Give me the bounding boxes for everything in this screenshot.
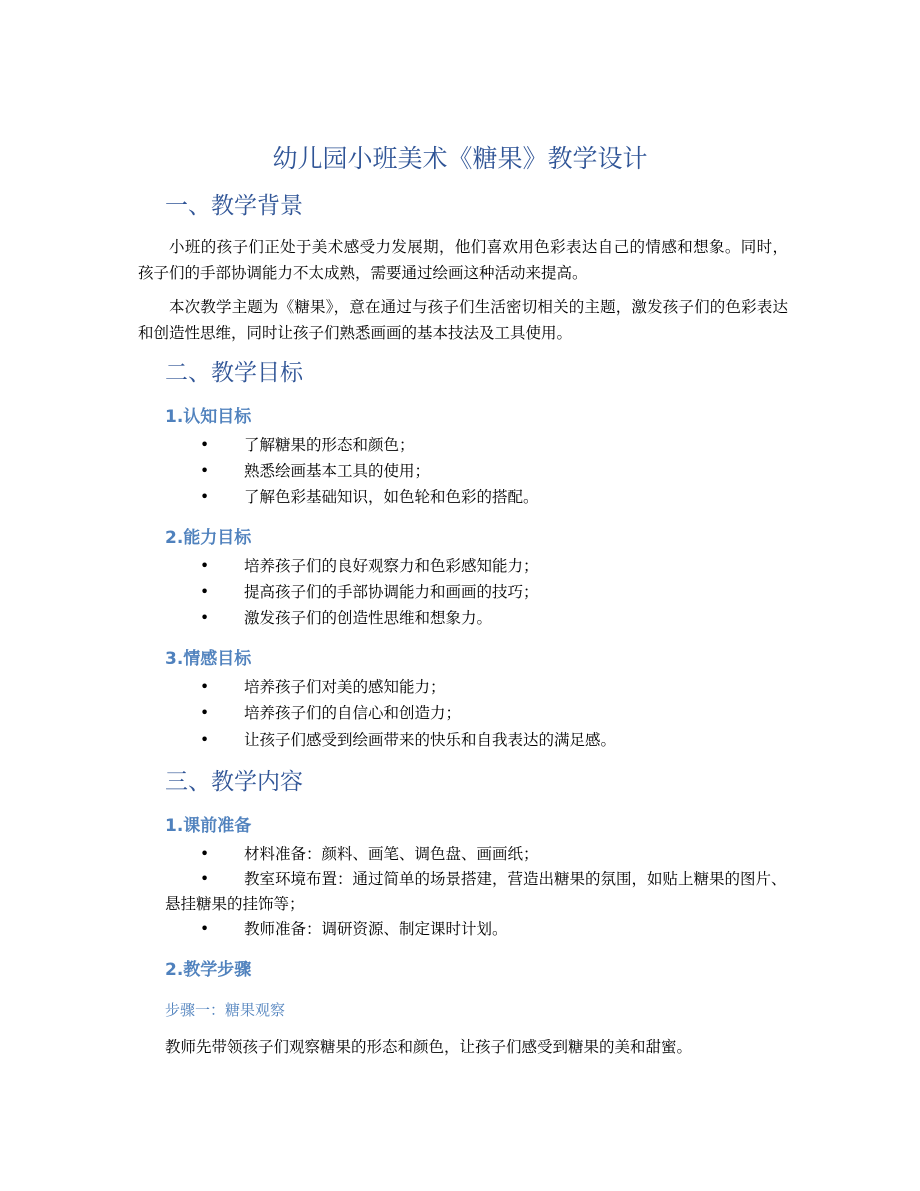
paragraph: 教师先带领孩子们观察糖果的形态和颜色，让孩子们感受到糖果的美和甜蜜。 <box>165 1038 693 1056</box>
section-heading-content: 三、教学内容 <box>165 769 303 795</box>
bullet-marker: • <box>200 704 210 722</box>
list-item: 熟悉绘画基本工具的使用； <box>244 462 431 480</box>
subsection-heading: 1.课前准备 <box>165 816 252 836</box>
paragraph: 本次教学主题为《糖果》，意在通过与孩子们生活密切相关的主题，激发孩子们的色彩表达和创造性思维，同时让孩子们熟悉画画的基本技法及工具使用。 <box>138 298 788 342</box>
section-heading-goals: 二、教学目标 <box>165 360 303 386</box>
bullet-marker: • <box>200 845 210 863</box>
list-item: 了解糖果的形态和颜色； <box>244 436 415 454</box>
list-item: 教师准备：调研资源、制定课时计划。 <box>244 920 508 938</box>
list-item: 培养孩子们对美的感知能力； <box>244 678 446 696</box>
bullet-marker: • <box>200 920 210 938</box>
bullet-marker: • <box>200 557 210 575</box>
bullet-marker: • <box>200 488 210 506</box>
list-item: 让孩子们感受到绘画带来的快乐和自我表达的满足感。 <box>244 731 617 749</box>
paragraph: 小班的孩子们正处于美术感受力发展期，他们喜欢用色彩表达自己的情感和想象。同时，孩子们的手部协调能力不太成熟，需要通过绘画这种活动来提高。 <box>138 238 788 282</box>
list-item: 激发孩子们的创造性思维和想象力。 <box>244 609 493 627</box>
list-item: 教室环境布置：通过简单的场景搭建，营造出糖果的氛围，如贴上糖果的图片、悬挂糖果的挂饰等； <box>165 870 787 913</box>
list-item: 材料准备：颜料、画笔、调色盘、画画纸； <box>244 845 539 863</box>
bullet-marker: • <box>200 609 210 627</box>
section-heading-background: 一、教学背景 <box>165 193 303 219</box>
subsection-heading: 2.教学步骤 <box>165 960 252 980</box>
bullet-marker: • <box>200 870 210 888</box>
list-item: 培养孩子们的自信心和创造力； <box>244 704 462 722</box>
step-heading: 步骤一：糖果观察 <box>165 1001 286 1019</box>
bullet-marker: • <box>200 678 210 696</box>
subsection-heading: 1.认知目标 <box>165 407 252 427</box>
subsection-heading: 2.能力目标 <box>165 528 252 548</box>
page-title: 幼儿园小班美术《糖果》教学设计 <box>272 144 648 173</box>
bullet-marker: • <box>200 462 210 480</box>
bullet-marker: • <box>200 731 210 749</box>
list-item: 了解色彩基础知识，如色轮和色彩的搭配。 <box>244 488 539 506</box>
list-item: 提高孩子们的手部协调能力和画画的技巧； <box>244 583 539 601</box>
subsection-heading: 3.情感目标 <box>165 649 252 669</box>
bullet-marker: • <box>200 436 210 454</box>
bullet-marker: • <box>200 583 210 601</box>
list-item: 培养孩子们的良好观察力和色彩感知能力； <box>244 557 539 575</box>
